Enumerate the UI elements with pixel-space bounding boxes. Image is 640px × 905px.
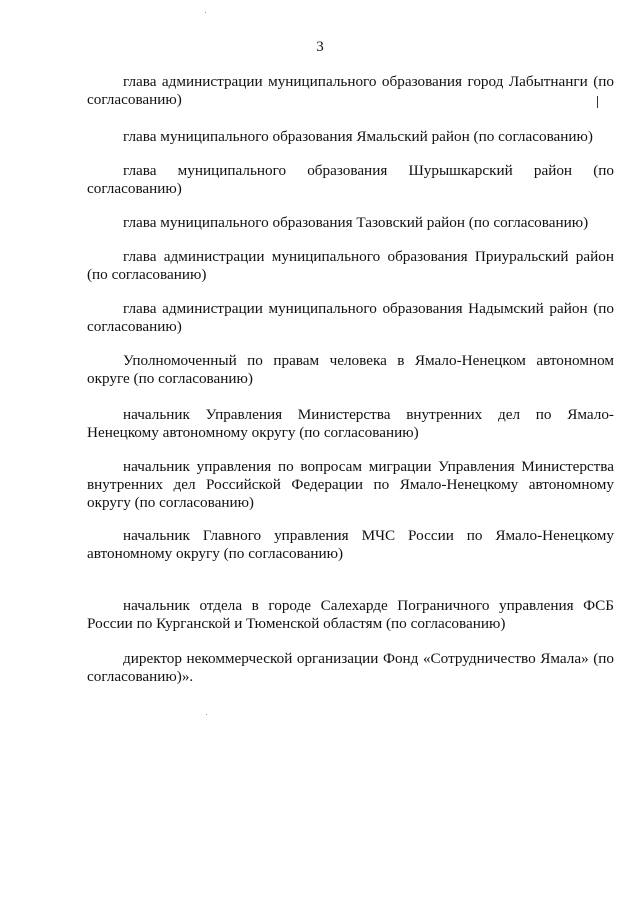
page-number: 3 [316,39,324,55]
list-item: Уполномоченный по правам человека в Ямало-Ненецком автономном округе (по согласованию) [87,352,614,387]
list-item: глава администрации муниципального образования город Лабытнанги (по согласованию) [87,73,614,108]
list-item: начальник управления по вопросам миграции Управления Министерства внутренних дел Российской Федерации по Ямало-Ненецкому автономному округу (по согласованию) [87,458,614,511]
list-item: глава администрации муниципального образования Надымский район (по согласованию) [87,300,614,335]
list-item: начальник Управления Министерства внутренних дел по Ямало-Ненецкому автономному округу (по согласованию) [87,406,614,441]
list-item: глава администрации муниципального образования Приуральский район (по согласованию) [87,248,614,283]
scan-mark [205,12,206,13]
scan-mark [597,96,598,108]
list-item: глава муниципального образования Ямальский район (по согласованию) [123,128,593,145]
list-item: глава муниципального образования Тазовский район (по согласованию) [123,214,589,231]
scan-mark [206,714,207,715]
list-item: начальник Главного управления МЧС России по Ямало-Ненецкому автономному округу (по согласованию) [87,527,614,562]
list-item: директор некоммерческой организации Фонд «Сотрудничество Ямала» (по согласованию)». [87,650,614,685]
list-item: глава муниципального образования Шурышкарский район (по согласованию) [87,162,614,197]
list-item: начальник отдела в городе Салехарде Пограничного управления ФСБ России по Курганской и Тюменской областям (по согласованию) [87,597,614,632]
